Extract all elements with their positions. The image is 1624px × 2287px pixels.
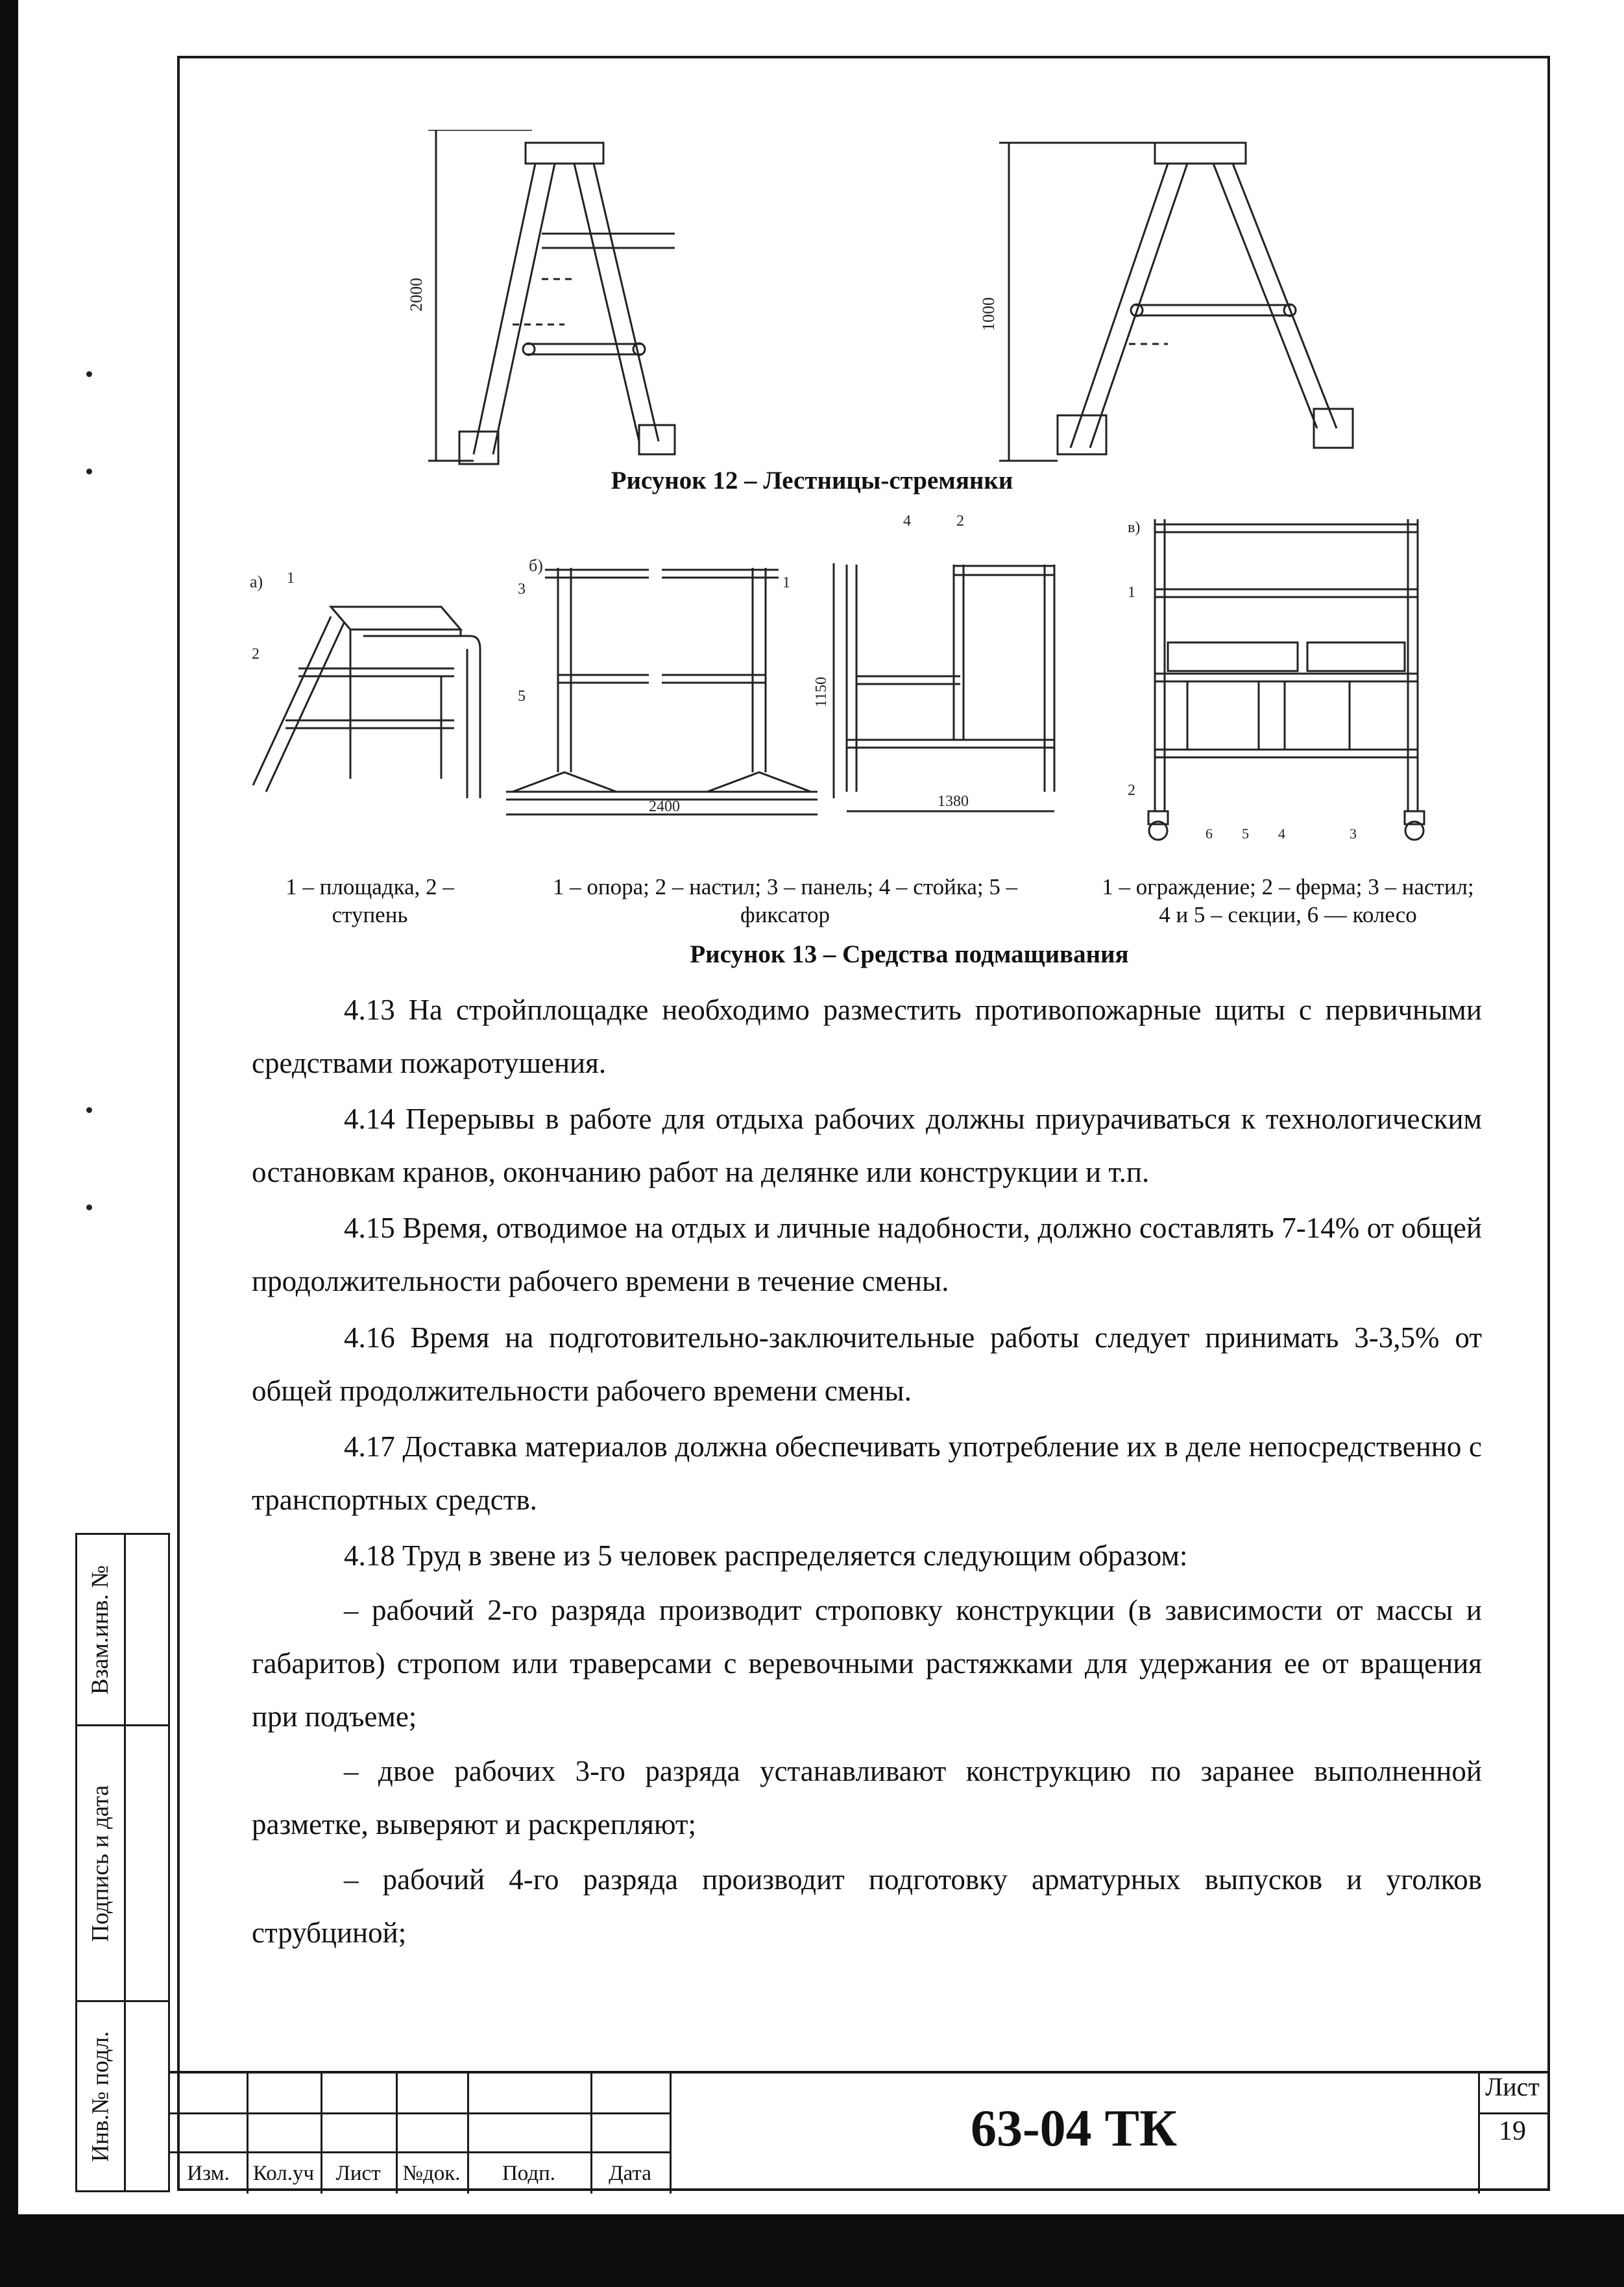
callout-c-5: 5 — [1242, 826, 1249, 842]
callout-b-1: 1 — [782, 574, 790, 591]
stamp-label: Подпись и дата — [87, 1785, 114, 1942]
stamp-label: Взам.инв. № — [87, 1565, 114, 1694]
sheet-label: Лист — [1485, 2072, 1540, 2101]
stamp-replacement-inv — [75, 1533, 170, 1726]
title-block-col-ndok: №док. — [402, 2162, 461, 2185]
list-item-rank-3: – двое рабочих 3-го разряда устанавливают конструкцию по заранее выполненной разметке, выверяют и раскрепляют; — [252, 1755, 1482, 1841]
dim-2000: 2000 — [407, 278, 426, 312]
scan-speck — [86, 1107, 92, 1113]
callout-c-3: 3 — [1350, 826, 1357, 842]
scan-edge-bottom — [0, 2214, 1624, 2287]
figure-13-caption: Рисунок 13 – Средства подмащивания — [690, 940, 1129, 968]
dim-2400: 2400 — [649, 798, 680, 815]
callout-c-2: 2 — [1128, 782, 1135, 799]
callout-b-5: 5 — [518, 688, 526, 705]
title-block-col-podp: Подп. — [502, 2162, 556, 2185]
scaffold-panel-drawing — [506, 556, 834, 815]
callout-c-1: 1 — [1128, 584, 1135, 601]
title-block-col-data: Дата — [609, 2162, 651, 2185]
stamp-original-inv — [75, 2000, 170, 2192]
figure-13-scaffolding — [247, 506, 1466, 870]
list-item-rank-2: – рабочий 2-го разряда производит строповку конструкции (в зависимости от массы и габаритов) стропом или траверсами с веревочными растяжками для удержания ее от вращения при подъеме; — [252, 1594, 1482, 1733]
scan-speck — [86, 1205, 92, 1210]
scaffold-side-drawing — [847, 513, 1054, 811]
paragraph-4-16: 4.16 Время на подготовительно-заключительные работы следует принимать 3-3,5% от общей продолжительности рабочего времени смены. — [252, 1321, 1482, 1407]
paragraph-4-17: 4.17 Доставка материалов должна обеспечивать употребление их в деле непосредственно с транспортных средств. — [252, 1430, 1482, 1516]
stamp-label: Инв.№ подл. — [87, 2031, 114, 2162]
stepladder-short-drawing — [999, 143, 1353, 461]
paragraph-4-13: 4.13 На стройплощадке необходимо разместить противопожарные щиты с первичными средствами пожаротушения. — [252, 994, 1482, 1079]
callout-a-1: 1 — [287, 570, 295, 587]
figure-13c-legend: 1 – ограждение; 2 – ферма; 3 – настил; 4 и 5 – секции, 6 — колесо — [1102, 874, 1474, 927]
mobile-scaffold-drawing — [1128, 519, 1424, 842]
dim-1150: 1150 — [813, 676, 830, 707]
callout-a-2: 2 — [252, 646, 260, 663]
scan-edge-left — [0, 0, 18, 2287]
document-code: 63-04 ТК — [970, 2100, 1177, 2157]
figure-13b-legend: 1 – опора; 2 – настил; 3 – панель; 4 – стойка; 5 – фиксатор — [552, 874, 1018, 927]
figure-13a-legend: 1 – площадка, 2 – ступень — [285, 874, 454, 927]
callout-c-4: 4 — [1278, 826, 1285, 842]
label-a: а) — [250, 572, 263, 591]
paragraph-4-14: 4.14 Перерывы в работе для отдыха рабочих должны приурачиваться к технологическим остановкам кранов, окончанию работ на делянке или конструкции и т.п. — [252, 1103, 1482, 1188]
paragraph-4-15: 4.15 Время, отводимое на отдых и личные надобности, должно составлять 7-14% от общей продолжительности рабочего времени в течение смены. — [252, 1212, 1482, 1297]
scan-speck — [86, 371, 92, 377]
callout-side-2: 2 — [956, 513, 964, 530]
dim-1380: 1380 — [938, 793, 969, 810]
title-block-col-kol: Кол.уч — [252, 2162, 315, 2185]
title-block-col-list: Лист — [335, 2162, 381, 2185]
callout-b-3: 3 — [518, 581, 526, 598]
label-c: в) — [1128, 519, 1141, 536]
figure-12-caption: Рисунок 12 – Лестницы-стремянки — [611, 467, 1013, 495]
callout-side-4: 4 — [903, 513, 911, 530]
callout-c-6: 6 — [1206, 826, 1213, 842]
platform-steps-drawing — [250, 570, 480, 798]
dim-1000: 1000 — [979, 297, 998, 331]
figure-12-stepladders — [402, 130, 1427, 480]
paragraph-4-18: 4.18 Труд в звене из 5 человек распределяется следующим образом: — [344, 1539, 1188, 1572]
sheet-number: 19 — [1499, 2116, 1526, 2146]
title-block-col-izm: Изм. — [187, 2162, 230, 2185]
label-b: б) — [529, 556, 543, 575]
stamp-signature-date — [75, 1724, 170, 2002]
stepladder-tall-drawing — [428, 130, 675, 464]
list-item-rank-4: – рабочий 4-го разряда производит подготовку арматурных выпусков и уголков струбциной; — [252, 1863, 1482, 1949]
